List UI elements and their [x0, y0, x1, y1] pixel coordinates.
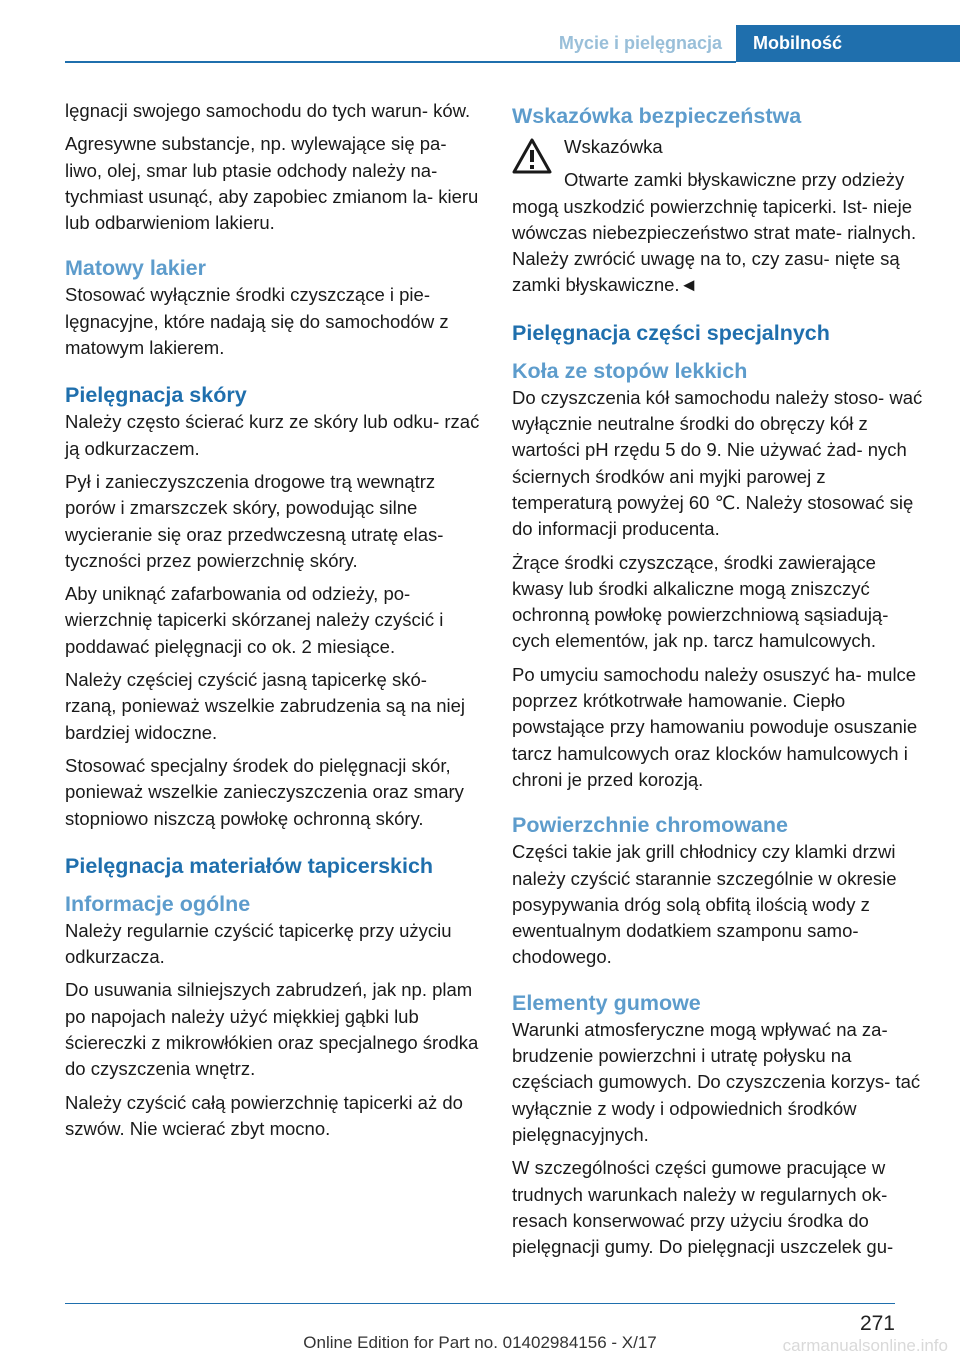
- paragraph: Części takie jak grill chłodnicy czy klamki drzwi należy czyścić starannie szczególnie w okresie posypywania dróg solą obfitą ilością wody z ewentualnym dodatkiem szamponu samo‐ chodowego.: [512, 841, 897, 968]
- right-column: [512, 98, 930, 1267]
- heading-leather-care: Pielęgnacja skóry: [65, 383, 247, 408]
- paragraph: Agresywne substancje, np. wylewające się pa‐ liwo, olej, smar lub ptasie odchody należy na‐ tychmiast usunąć, aby zapobiec zmianom la‐ kieru lub odbarwieniom lakieru.: [65, 133, 479, 234]
- paragraph: Należy regularnie czyścić tapicerkę przy użyciu odkurzacza.: [65, 919, 452, 968]
- paragraph: Należy często ścierać kurz ze skóry lub odku‐ rzać ją odkurzaczem.: [65, 411, 480, 459]
- header-rule: [65, 61, 736, 63]
- left-column: [65, 98, 480, 1149]
- heading-general-info: Informacje ogólne: [65, 891, 251, 916]
- warning-label: Wskazówka: [564, 136, 663, 157]
- heading-alloy-wheels: Koła ze stopów lekkich: [512, 358, 748, 383]
- paragraph: Stosować specjalny środek do pielęgnacji skór, ponieważ wszelkie zanieczyszczenia oraz smary stopniowo niszczą powłokę ochronną skóry.: [65, 754, 464, 829]
- heading-matte-paint: Matowy lakier: [65, 256, 206, 281]
- paragraph: Pył i zanieczyszczenia drogowe trą wewnątrz porów i zmarszczek skóry, powodując silne wycieranie się oraz przedwczesną utratę elas‐ tyczności przez powierzchnię skóry.: [65, 470, 444, 571]
- heading-upholstery-care: Pielęgnacja materiałów tapicerskich: [65, 853, 434, 878]
- heading-rubber-parts: Elementy gumowe: [512, 990, 701, 1015]
- warning-text-content: Otwarte zamki błyskawiczne przy odzieży mogą uszkodzić powierzchnię tapicerki. Ist‐ nieje wówczas niebezpieczeństwo strat mate‐ rialnych. Należy zwrócić uwagę na to, czy zasu‐ nięte są zamki błyskawiczne.◄: [512, 169, 917, 296]
- paragraph: Należy częściej czyścić jasną tapicerkę skó‐ rzaną, ponieważ wszelkie zabrudzenia są na niej bardziej widoczne.: [65, 669, 466, 743]
- paragraph: Należy czyścić całą powierzchnię tapicerki aż do szwów. Nie wcierać zbyt mocno.: [65, 1091, 463, 1139]
- paragraph: lęgnacji swojego samochodu do tych warun‐ ków.: [65, 100, 471, 121]
- page-number: 271: [859, 1312, 895, 1335]
- paragraph: Żrące środki czyszczące, środki zawierające kwasy lub środki alkaliczne mogą zniszczyć ochronną powłokę powierzchniową sąsiadują‐ cych elementów, jak np. tarcz hamulcowych.: [512, 551, 889, 652]
- edition-footer: Online Edition for Part no. 01402984156 - X/17: [303, 1333, 657, 1352]
- heading-safety-note: Wskazówka bezpieczeństwa: [512, 104, 802, 128]
- heading-special-parts-care: Pielęgnacja części specjalnych: [512, 320, 830, 345]
- footer-rule: [65, 1303, 895, 1304]
- paragraph: Aby uniknąć zafarbowania od odzieży, po‐ wierzchnię tapicerki skórzanej należy czyścić i poddawać pielęgnacji co ok. 2 miesiące.: [65, 583, 444, 657]
- warning-triangle-icon: [512, 138, 552, 174]
- page-header: [0, 0, 960, 62]
- warning-text: [512, 167, 930, 298]
- paragraph: Warunki atmosferyczne mogą wpływać na za‐ brudzenie powierzchni i utratę połysku na częściach gumowych. Do czyszczenia korzys‐ tać wyłącznie z wody i odpowiednich środków pielęgnacyjnych.: [512, 1018, 921, 1145]
- watermark: carmanualsonline.info: [782, 1336, 948, 1355]
- paragraph: Po umyciu samochodu należy osuszyć ha‐ mulce poprzez krótkotrwałe hamowanie. Ciepło powstające przy hamowaniu powoduje osuszanie tarcz hamulcowych oraz klocków hamulcowych i chroni je przed korozją.: [512, 663, 918, 790]
- chapter-tab: Mobilność: [736, 25, 960, 62]
- paragraph: Stosować wyłącznie środki czyszczące i pie‐ lęgnacyjne, które nadają się do samochodów z matowym lakierem.: [65, 284, 449, 359]
- section-tab: Mycie i pielęgnacja: [558, 33, 722, 53]
- paragraph: W szczególności części gumowe pracujące w trudnych warunkach należy w regularnych ok‐ resach konserwować przy użyciu środka do pielęgnacji gumy. Do pielęgnacji uszczelek gu‐: [512, 1157, 894, 1258]
- paragraph: Do czyszczenia kół samochodu należy stoso‐ wać wyłącznie neutralne środki do obręczy kół z wartości pH rzędu 5 do 9. Nie używać żad‐ nych ściernych środków ani myjki parowej z temperaturą powyżej 60 ℃. Należy stosować się do informacji producenta.: [512, 386, 923, 540]
- warning-block: [512, 134, 930, 299]
- heading-chrome-surfaces: Powierzchnie chromowane: [512, 813, 788, 838]
- paragraph: Do usuwania silniejszych zabrudzeń, jak np. plam po napojach należy użyć miękkiej gąbki lub ściereczki z mikrowłókien oraz specjalnego środka do czyszczenia wnętrz.: [65, 979, 479, 1080]
